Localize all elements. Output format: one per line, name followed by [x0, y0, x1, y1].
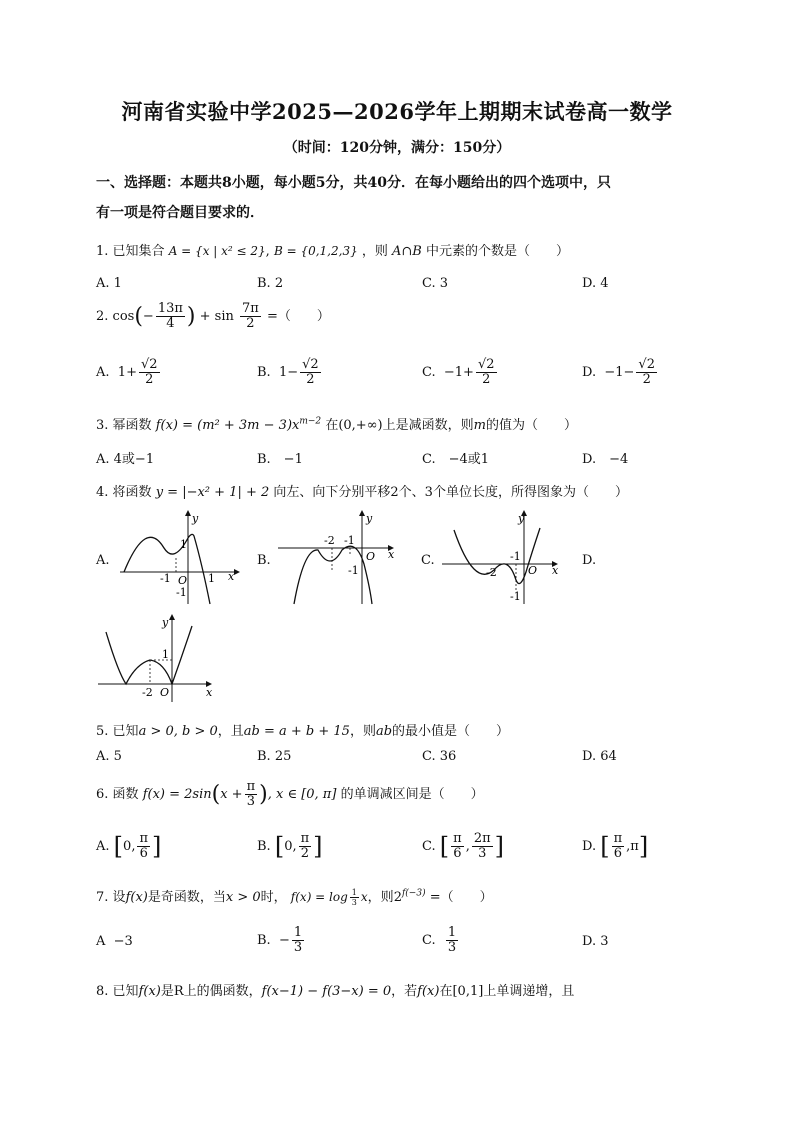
question-number: 7. — [96, 890, 109, 905]
power-exponent: f(−3) — [401, 888, 426, 899]
option-b-label[interactable]: B. — [257, 553, 271, 568]
power-function-expr: f(x) = (m² + 3m − 3)x — [155, 418, 300, 433]
option-b[interactable]: B. − $\frac{1}{3}$ — [257, 925, 303, 955]
comma: , — [265, 244, 270, 259]
power-base: 2 — [393, 890, 402, 905]
option-a[interactable]: A. 1+ $\frac{√2}{2}$ — [96, 357, 158, 387]
section-heading — [96, 168, 706, 228]
question-text: =（ ） — [267, 309, 330, 324]
options-q7 — [96, 926, 706, 962]
tick-label: 1 — [208, 572, 215, 585]
intersection-expr: A∩B — [392, 244, 422, 259]
set-b: B = {0,1,2,3} — [273, 244, 358, 258]
domain-expr: , x ∈ [0, π] — [267, 787, 337, 802]
tick-label: -1 — [348, 564, 359, 577]
option-d[interactable]: D. 64 — [582, 749, 617, 764]
fraction-7pi-2: $\frac{7\pi}{2}$ — [242, 301, 259, 331]
question-2: 2. cos(− $\frac{13\pi}{4}$ ) + sin $\frac{7\pi}{2}$ =（ ） — [96, 301, 330, 331]
option-d[interactable]: D. [ $\frac{\pi}{6}$ ,π] — [582, 831, 649, 861]
tick-label: 1 — [180, 538, 187, 551]
section-line-2: 有一项是符合题目要求的． — [96, 205, 264, 221]
option-b[interactable]: B. 25 — [257, 749, 292, 764]
equation-expr: f(x−1) − f(3−x) = 0 — [261, 984, 392, 999]
options-q1 — [96, 276, 706, 300]
question-text: ，则 — [361, 244, 388, 259]
option-a[interactable]: A. 4或−1 — [96, 452, 155, 467]
log-arg: x — [360, 890, 368, 904]
origin-label: O — [178, 574, 188, 587]
option-d[interactable]: D. 3 — [582, 934, 609, 949]
option-a[interactable]: A. 5 — [96, 749, 122, 764]
question-number: 2. — [96, 309, 109, 324]
y-axis-label: y — [366, 512, 373, 525]
tick-label: -1 — [160, 572, 171, 585]
option-c[interactable]: C. −1+ $\frac{√2}{2}$ — [422, 357, 495, 387]
x-axis-label: x — [552, 564, 559, 577]
equation-expr: ab = a + b + 15 — [243, 724, 350, 739]
question-text: 已知 — [112, 724, 139, 739]
cos-text: cos — [112, 309, 135, 324]
option-b[interactable]: B. 1− $\frac{√2}{2}$ — [257, 357, 319, 387]
question-text: ，若 — [391, 984, 418, 999]
option-d[interactable]: D. 4 — [582, 276, 609, 291]
origin-label: O — [366, 550, 376, 563]
option-a[interactable]: A. [0, $\frac{\pi}{6}$ ] — [96, 831, 162, 861]
inner-expr: x + — [220, 787, 243, 802]
question-number: 6. — [96, 787, 109, 802]
question-3 — [96, 414, 706, 433]
question-text: 的单调减区间是（ ） — [340, 787, 484, 802]
fx: f(x) — [125, 890, 148, 905]
question-text: 将函数 — [112, 485, 152, 500]
question-text: ，且 — [217, 724, 244, 739]
option-a[interactable]: A −3 — [96, 934, 133, 949]
function-expr: f(x) = 2sin — [142, 787, 212, 802]
tick-label: -1 — [344, 534, 355, 547]
option-a-label[interactable]: A. — [96, 553, 110, 568]
question-text: 是奇函数，当 — [147, 890, 226, 905]
x-axis-label: x — [228, 570, 235, 583]
question-text: ，则 — [367, 890, 394, 905]
exam-subtitle: （时间：120分钟，满分：150分） — [283, 140, 511, 156]
question-6: 6. 函数 f(x) = 2sin(x + $\frac{\pi}{3}$ ), x ∈ [0, π] 的单调减区间是（ ） — [96, 779, 484, 809]
fraction-13pi-4: $\frac{13\pi}{4}$ — [157, 301, 183, 331]
interval: [0,1] — [452, 984, 484, 999]
tick-label: -2 — [142, 686, 153, 699]
tick-label: -2 — [486, 566, 497, 579]
question-number: 3. — [96, 418, 109, 433]
question-4 — [96, 481, 706, 500]
question-7 — [96, 886, 706, 907]
question-text: 时， — [260, 890, 287, 905]
option-b[interactable]: B. 2 — [257, 276, 284, 291]
question-5 — [96, 720, 706, 739]
log-base: $\frac{1}{3}$ — [351, 887, 357, 907]
options-q3 — [96, 448, 706, 472]
tick-label: -1 — [510, 550, 521, 563]
exponent: m−2 — [299, 416, 322, 427]
option-b[interactable]: B. −1 — [257, 452, 303, 467]
question-text: 是R上的偶函数， — [160, 984, 262, 999]
question-text: 的值为（ ） — [485, 418, 577, 433]
option-c[interactable]: C. 36 — [422, 749, 457, 764]
option-c[interactable]: C. $\frac{1}{3}$ — [422, 925, 457, 955]
y-axis-label: y — [192, 512, 199, 525]
variable-m: m — [473, 418, 486, 433]
fraction-pi-3: $\frac{\pi}{3}$ — [246, 779, 256, 809]
question-8 — [96, 980, 706, 999]
variable-ab: ab — [375, 724, 393, 739]
graph-b[interactable] — [276, 508, 406, 608]
option-b[interactable]: B. [0, $\frac{\pi}{2}$ ] — [257, 831, 323, 861]
origin-label: O — [160, 686, 170, 699]
question-text: =（ ） — [429, 890, 493, 905]
option-d-label[interactable]: D. — [582, 553, 597, 568]
question-text: 幂函数 — [112, 418, 152, 433]
question-number: 1. — [96, 244, 109, 259]
question-text: 向左、向下分别平移2个、3个单位长度，所得图象为（ ） — [273, 485, 628, 500]
question-1 — [96, 240, 706, 259]
option-c[interactable]: C. [ $\frac{\pi}{6}$ , $\frac{2\pi}{3}$ ] — [422, 831, 505, 861]
tick-label: -2 — [324, 534, 335, 547]
option-d[interactable]: D. −1− $\frac{√2}{2}$ — [582, 357, 655, 387]
question-text: 设 — [112, 890, 126, 905]
question-number: 5. — [96, 724, 109, 739]
condition-expr: x > 0 — [225, 890, 261, 905]
set-a: A = {x | x² ≤ 2} — [168, 244, 266, 258]
graph-a[interactable] — [116, 508, 248, 608]
option-a[interactable]: A. 1 — [96, 276, 122, 291]
question-number: 8. — [96, 984, 109, 999]
tick-label: 1 — [162, 648, 169, 661]
question-number: 4. — [96, 485, 109, 500]
question-text: 已知集合 — [112, 244, 165, 259]
fx: f(x) — [417, 984, 440, 999]
condition-expr: a > 0, b > 0 — [138, 724, 218, 739]
x-axis-label: x — [206, 686, 213, 699]
question-text: 在 — [325, 418, 339, 433]
options-q5 — [96, 749, 706, 773]
question-text: 函数 — [112, 787, 139, 802]
option-c-label[interactable]: C. — [421, 553, 435, 568]
x-axis-label: x — [388, 548, 395, 561]
question-text: 的最小值是（ ） — [392, 724, 510, 739]
log-expr: f(x) = log — [290, 890, 348, 904]
option-d[interactable]: D. −4 — [582, 452, 629, 467]
option-c[interactable]: C. 3 — [422, 276, 449, 291]
fx: f(x) — [138, 984, 161, 999]
question-text: 上单调递增，且 — [483, 984, 575, 999]
options-q6 — [96, 832, 706, 868]
question-text: 已知 — [112, 984, 139, 999]
question-text: 中元素的个数是（ ） — [426, 244, 570, 259]
section-line-1: 一、选择题：本题共8小题，每小题5分，共40分．在每小题给出的四个选项中，只 — [96, 175, 611, 191]
tick-label: -1 — [510, 590, 521, 603]
origin-label: O — [528, 564, 538, 577]
graph-d[interactable] — [96, 612, 226, 704]
question-text: 上是减函数，则 — [382, 418, 474, 433]
question-text: ，则 — [349, 724, 376, 739]
tick-label: -1 — [176, 586, 187, 599]
question-text: 在 — [439, 984, 453, 999]
graph-c[interactable] — [440, 508, 570, 608]
y-axis-label: y — [518, 512, 525, 525]
function-expr: y = |−x² + 1| + 2 — [155, 485, 270, 500]
sin-text: + sin — [199, 309, 234, 324]
option-c[interactable]: C. −4或1 — [422, 452, 490, 467]
y-axis-label: y — [162, 616, 169, 629]
interval: (0,+∞) — [338, 418, 383, 433]
options-q2 — [96, 358, 706, 394]
exam-title: 河南省实验中学2025—2026学年上期期末试卷高一数学 — [121, 99, 673, 124]
